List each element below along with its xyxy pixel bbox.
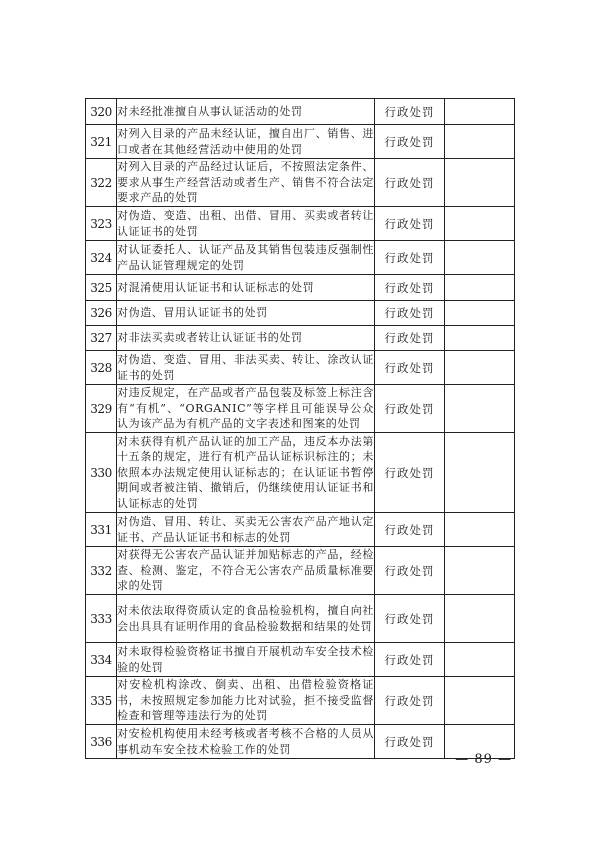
remarks-cell bbox=[445, 677, 515, 725]
remarks-cell bbox=[445, 99, 515, 125]
item-name: 对混淆使用认证证书和认证标志的处罚 bbox=[117, 275, 375, 301]
table-row bbox=[86, 207, 515, 241]
remarks-cell bbox=[445, 385, 515, 433]
row-number: 335 bbox=[86, 677, 117, 725]
item-category: 行政处罚 bbox=[375, 99, 445, 125]
page-number: — 89 — bbox=[455, 752, 512, 767]
row-number: 336 bbox=[86, 725, 117, 759]
remarks-cell bbox=[445, 595, 515, 643]
remarks-cell bbox=[445, 547, 515, 595]
item-category: 行政处罚 bbox=[375, 326, 445, 351]
item-name: 对列入目录的产品未经认证，擅自出厂、销售、进口或者在其他经营活动中使用的处罚 bbox=[117, 125, 375, 159]
row-number: 329 bbox=[86, 385, 117, 433]
row-number: 330 bbox=[86, 433, 117, 513]
item-category: 行政处罚 bbox=[375, 207, 445, 241]
item-name: 对列入目录的产品经过认证后，不按照法定条件、要求从事生产经营活动或者生产、销售不符合法定要求产品的处罚 bbox=[117, 159, 375, 207]
remarks-cell bbox=[445, 241, 515, 275]
item-category: 行政处罚 bbox=[375, 301, 445, 326]
remarks-cell bbox=[445, 207, 515, 241]
item-name: 对非法买卖或者转让认证证书的处罚 bbox=[117, 326, 375, 351]
item-category: 行政处罚 bbox=[375, 241, 445, 275]
item-category: 行政处罚 bbox=[375, 677, 445, 725]
table-row bbox=[86, 643, 515, 677]
remarks-cell bbox=[445, 301, 515, 326]
item-category: 行政处罚 bbox=[375, 385, 445, 433]
item-name: 对认证委托人、认证产品及其销售包装违反强制性产品认证管理规定的处罚 bbox=[117, 241, 375, 275]
row-number: 327 bbox=[86, 326, 117, 351]
row-number: 321 bbox=[86, 125, 117, 159]
table-row bbox=[86, 99, 515, 125]
remarks-cell bbox=[445, 433, 515, 513]
row-number: 334 bbox=[86, 643, 117, 677]
row-number: 333 bbox=[86, 595, 117, 643]
item-name: 对伪造、变造、冒用、非法买卖、转让、涂改认证证书的处罚 bbox=[117, 351, 375, 385]
remarks-cell bbox=[445, 159, 515, 207]
table-row bbox=[86, 275, 515, 301]
enforcement-items-table bbox=[85, 98, 515, 759]
table-row bbox=[86, 385, 515, 433]
item-name: 对违反规定，在产品或者产品包装及标签上标注含有“有机”、“ORGANIC”等字样且可能误导公众认为该产品为有机产品的文字表述和图案的处罚 bbox=[117, 385, 375, 433]
table-row bbox=[86, 547, 515, 595]
table-row bbox=[86, 301, 515, 326]
item-category: 行政处罚 bbox=[375, 513, 445, 547]
item-name: 对未经批准擅自从事认证活动的处罚 bbox=[117, 99, 375, 125]
remarks-cell bbox=[445, 351, 515, 385]
item-category: 行政处罚 bbox=[375, 433, 445, 513]
item-category: 行政处罚 bbox=[375, 275, 445, 301]
item-name: 对伪造、冒用认证证书的处罚 bbox=[117, 301, 375, 326]
item-category: 行政处罚 bbox=[375, 547, 445, 595]
item-category: 行政处罚 bbox=[375, 643, 445, 677]
table-row bbox=[86, 725, 515, 759]
row-number: 331 bbox=[86, 513, 117, 547]
row-number: 332 bbox=[86, 547, 117, 595]
item-name: 对获得无公害农产品认证并加贴标志的产品，经检查、检测、鉴定，不符合无公害农产品质量标准要求的处罚 bbox=[117, 547, 375, 595]
row-number: 323 bbox=[86, 207, 117, 241]
row-number: 325 bbox=[86, 275, 117, 301]
item-name: 对安检机构涂改、倒卖、出租、出借检验资格证书，未按照规定参加能力比对试验，拒不接受监督检查和管理等违法行为的处罚 bbox=[117, 677, 375, 725]
table-row bbox=[86, 241, 515, 275]
row-number: 324 bbox=[86, 241, 117, 275]
item-name: 对未获得有机产品认证的加工产品，违反本办法第十五条的规定，进行有机产品认证标识标注的；未依照本办法规定使用认证标志的；在认证证书暂停期间或者被注销、撤销后，仍继续使用认证证书和认证标志的处罚 bbox=[117, 433, 375, 513]
table-row bbox=[86, 326, 515, 351]
item-name: 对未依法取得资质认定的食品检验机构，擅自向社会出具具有证明作用的食品检验数据和结果的处罚 bbox=[117, 595, 375, 643]
item-category: 行政处罚 bbox=[375, 351, 445, 385]
item-name: 对伪造、冒用、转让、买卖无公害农产品产地认定证书、产品认证证书和标志的处罚 bbox=[117, 513, 375, 547]
row-number: 322 bbox=[86, 159, 117, 207]
remarks-cell bbox=[445, 643, 515, 677]
table-row bbox=[86, 125, 515, 159]
item-category: 行政处罚 bbox=[375, 595, 445, 643]
item-category: 行政处罚 bbox=[375, 159, 445, 207]
item-name: 对伪造、变造、出租、出借、冒用、买卖或者转让认证证书的处罚 bbox=[117, 207, 375, 241]
table-row bbox=[86, 513, 515, 547]
item-name: 对未取得检验资格证书擅自开展机动车安全技术检验的处罚 bbox=[117, 643, 375, 677]
table-row bbox=[86, 433, 515, 513]
item-name: 对安检机构使用未经考核或者考核不合格的人员从事机动车安全技术检验工作的处罚 bbox=[117, 725, 375, 759]
remarks-cell bbox=[445, 125, 515, 159]
table-row bbox=[86, 351, 515, 385]
row-number: 326 bbox=[86, 301, 117, 326]
row-number: 320 bbox=[86, 99, 117, 125]
remarks-cell bbox=[445, 275, 515, 301]
table-row bbox=[86, 595, 515, 643]
remarks-cell bbox=[445, 513, 515, 547]
remarks-cell bbox=[445, 326, 515, 351]
table-row bbox=[86, 159, 515, 207]
table-row bbox=[86, 677, 515, 725]
item-category: 行政处罚 bbox=[375, 725, 445, 759]
item-category: 行政处罚 bbox=[375, 125, 445, 159]
row-number: 328 bbox=[86, 351, 117, 385]
